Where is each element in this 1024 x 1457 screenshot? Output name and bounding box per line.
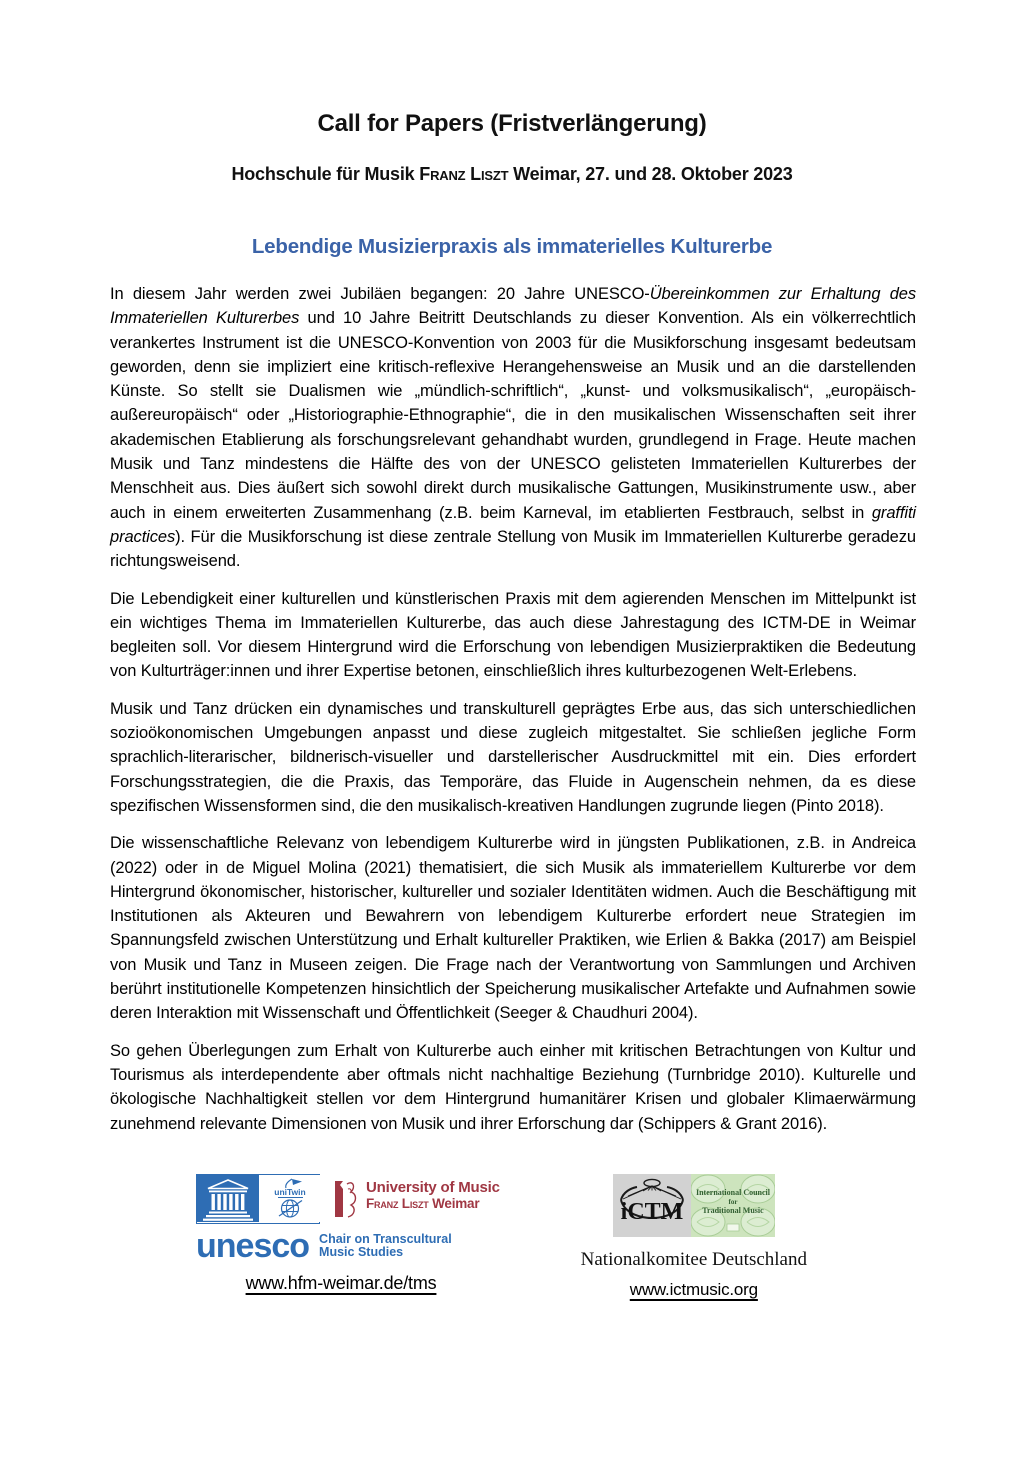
chair-line1: Chair on Transcultural	[319, 1231, 452, 1246]
hfm-weimar-logo	[331, 1179, 500, 1219]
chair-label	[319, 1233, 452, 1260]
hfm-logo-text	[366, 1179, 500, 1212]
page-title: Call for Papers (Fristverlängerung)	[317, 110, 707, 137]
subtitle-prefix: Hochschule für Musik	[231, 164, 420, 184]
unesco-hfm-logo-row	[196, 1174, 500, 1224]
paragraph: Die Lebendigkeit einer kulturellen und künstlerischen Praxis mit dem agierenden Menschen im Mittelpunkt ist ein wichtiges Thema im Immateriellen Kulturerbe, das auch diese Jahrestagung des ICTM-DE in Weimar begleiten soll. Vor diesem Hintergrund wird die Erforschung von lebendigen Musizierpraktiken die Bedeutung von Kulturträger:innen und ihrer Expertise betonen, einschließlich ihres kulturbezogenen Welt-Erlebens.	[110, 589, 916, 681]
unesco-temple-icon	[197, 1175, 259, 1222]
green-emblem-line2: for	[728, 1197, 738, 1206]
hfm-figures-icon	[331, 1179, 359, 1219]
ictm-logo-icon	[613, 1174, 691, 1237]
unesco-chair-block	[196, 1174, 500, 1300]
hfm-line2-smallcaps: Franz Liszt	[366, 1196, 429, 1212]
green-emblem-line3: Traditional Music	[702, 1205, 764, 1215]
subtitle-smallcaps: Franz Liszt	[419, 164, 509, 184]
hfm-line2-rest: Weimar	[428, 1196, 480, 1212]
unitwin-icon	[259, 1175, 321, 1222]
hfm-weimar-link[interactable]: www.hfm-weimar.de/tms	[245, 1272, 437, 1293]
document-header	[0, 110, 1024, 259]
section-heading: Lebendige Musizierpraxis als immaterielles Kulturerbe	[251, 235, 773, 258]
unesco-wordmark-row	[196, 1226, 500, 1265]
ictm-block	[581, 1174, 807, 1300]
unesco-unitwin-logo	[196, 1174, 320, 1224]
footer	[0, 1174, 1024, 1300]
unesco-wordmark: unesco	[196, 1226, 310, 1265]
page-subtitle	[0, 164, 1024, 185]
chair-line2: Music Studies	[319, 1245, 404, 1260]
body-paragraphs	[0, 282, 1024, 1136]
subtitle-suffix: Weimar, 27. und 28. Oktober 2023	[508, 164, 793, 184]
national-committee-label: Nationalkomitee Deutschland	[580, 1248, 807, 1270]
paragraph: Die wissenschaftliche Relevanz von lebendigem Kulturerbe wird in jüngsten Publikationen, z.B. in Andreica (2022) oder in de Miguel Molina (2021) thematisiert, die sich Musik als immateriellem Kulturerbe vor dem Hintergrund ökonomischer, historischer, kultureller und sozialer Identitäten widmen. Auch die Beschäftigung mit Institutionen als Akteuren und Bewahrern von lebendigem Kulturerbe erfordert neue Strategien im Spannungsfeld zwischen Unterstützung und Erhalt kultureller Praktiken, wie Erlien & Bakka (2017) am Beispiel von Musik und Tanz in Museen zeigen. Die Frage nach der Verantwortung von Sammlungen und Archiven berührt institutionelle Kompetenzen hinsichtlich der Speicherung musikalischer Artefakte und Aufnahmen sowie deren Interaktion mit Wissenschaft und Öffentlichkeit (Seeger & Chaudhuri 2004).	[110, 834, 916, 1023]
paragraph: Musik und Tanz drücken ein dynamisches und transkulturell geprägtes Erbe aus, das sich unterschiedlichen sozioökonomischen Umgebungen anpasst und diese zugleich mitgestaltet. Sie schließen jegliche Form sprachlich-literarischer, bildnerisch-visueller und darstellerischer Ausdruckmittel mit ein. Dies erfordert Forschungsstrategien, die die Praxis, das Temporäre, das Fluide in Augenschein nehmen, da es diese spezifischen Wissensformen sind, die den musikalisch-kreativen Handlungen zugrunde liegen (Pinto 2018).	[110, 699, 916, 815]
green-emblem-line1: International Council	[695, 1187, 770, 1197]
paragraph: In diesem Jahr werden zwei Jubiläen begangen: 20 Jahre UNESCO-Übereinkommen zur Erhaltung des Immateriellen Kulturerbes und 10 Jahre Beitritt Deutschlands zu dieser Konvention. Als ein völkerrechtlich verankertes Instrument ist die UNESCO-Konvention von 2003 für die Musikforschung insgesamt bedeutsam geworden, denn sie impliziert eine kritisch-reflexive Herangehensweise an Musik und an die darstellenden Künste. So stellt sie Dualismen wie „mündlich-schriftlich“, „kunst- und volksmusikalisch“, „europäisch-außereuropäisch“ oder „Historiographie-Ethnographie“, die in den musikalischen Wissenschaften seit ihrer akademischen Etablierung als forschungsrelevant gehandhabt wurden, grundlegend in Frage. Heute machen Musik und Tanz mindestens die Hälfte des von der UNESCO gelisteten Immateriellen Kulturerbes der Menschheit aus. Dies äußert sich sowohl direkt durch musikalische Gattungen, Musikinstrumente usw., aber auch in einem erweiterten Zusammenhang (z.B. beim Karneval, im etablierten Festbrauch, selbst in graffiti practices). Für die Musikforschung ist diese zentrale Stellung von Musik im Immateriellen Kulturerbe geradezu richtungsweisend.	[110, 285, 917, 571]
ictm-green-emblem-icon	[691, 1174, 775, 1237]
ictmusic-link[interactable]: www.ictmusic.org	[629, 1279, 758, 1299]
ictm-acronym: iCTM	[620, 1198, 684, 1225]
paragraph: So gehen Überlegungen zum Erhalt von Kulturerbe auch einher mit kritischen Betrachtungen von Kultur und Tourismus als interdependente aber oftmals nicht nachhaltige Beziehung (Turnbridge 2010). Kulturelle und ökologische Nachhaltigkeit stellen vor dem Hintergrund humanitärer Krisen und globaler Klimaerwärmung zunehmend relevante Dimensionen von Musik und ihrer Erforschung dar (Schippers & Grant 2016).	[110, 1041, 916, 1133]
hfm-line1: University of Music	[366, 1178, 500, 1196]
unitwin-label: uniTwin	[274, 1186, 306, 1197]
ictm-logos	[613, 1174, 775, 1237]
hfm-line2	[366, 1196, 500, 1212]
